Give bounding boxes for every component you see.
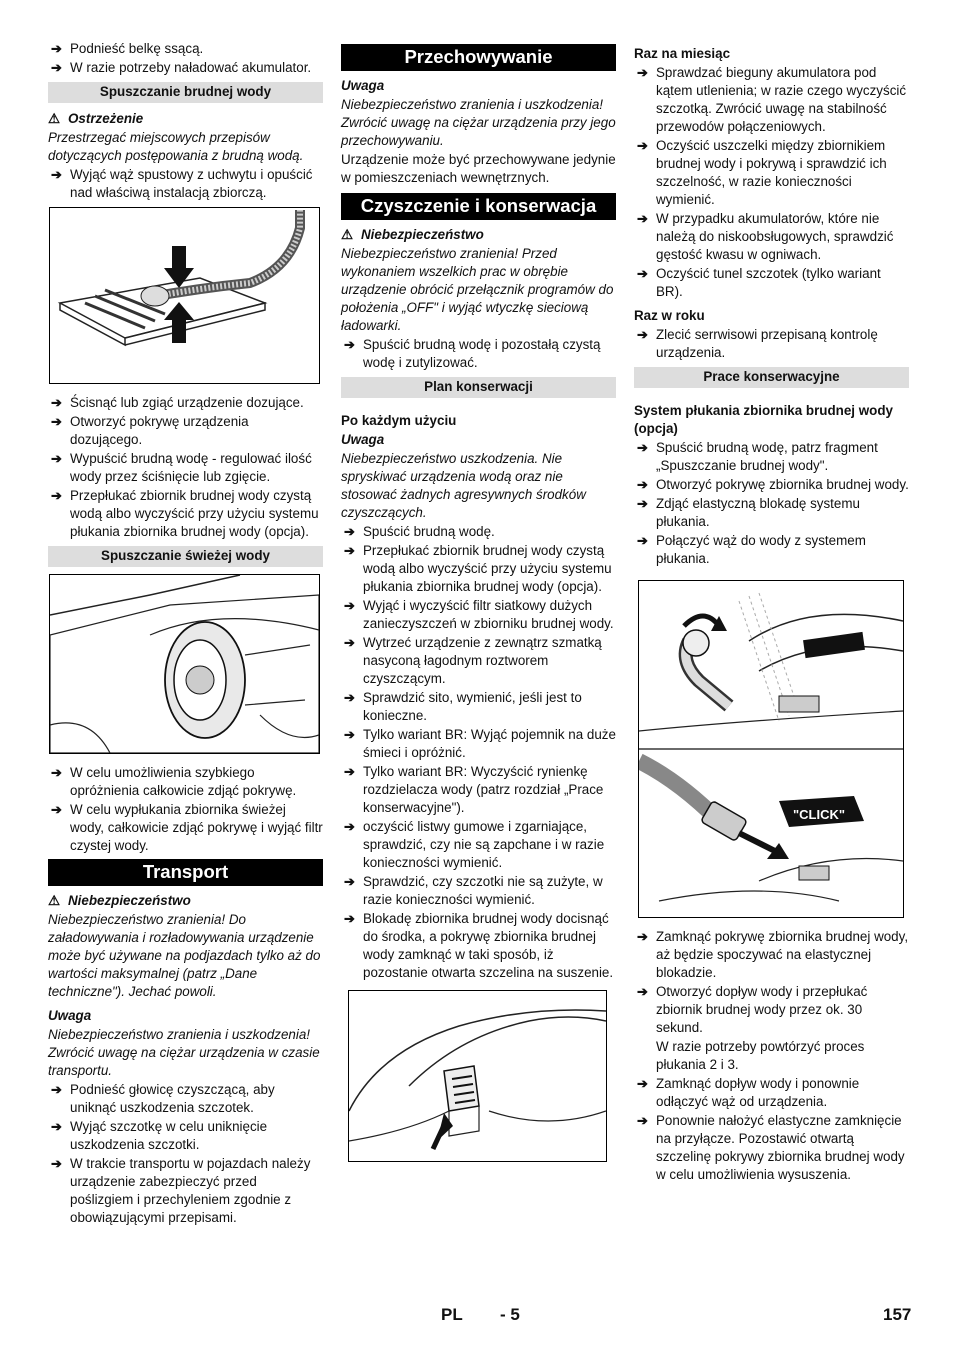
note-text: Niebezpieczeństwo uszkodzenia. Nie spryskiwać urządzenia wodą oraz nie stosować żadnych agresywnych środków czyszczących. <box>341 451 586 520</box>
warning-text: Przestrzegać miejscowych przepisów dotyczących postępowania z brudną wodą. <box>48 130 304 163</box>
section-heading: Spuszczanie brudnej wody <box>48 82 323 103</box>
bullet: ➔ Podnieść belkę ssącą. <box>51 41 204 56</box>
bullet: ➔ Ponownie nałożyć elastyczne zamknięcie na przyłącze. Pozostawić otwartą szczelinę pokrywy zbiornika brudnej wody w celu umożliwienia wysuszenia. <box>637 1113 905 1182</box>
bullet: ➔ Zamknąć pokrywę zbiornika brudnej wody, aż będzie spoczywać na elastycznej blokadzie. <box>637 929 909 980</box>
bullet: ➔ Wyjąć szczotkę w celu uniknięcie uszkodzenia szczotki. <box>51 1119 268 1152</box>
note-label: Uwaga <box>341 432 385 447</box>
bullet: ➔ Otworzyć pokrywę urządzenia dozującego. <box>51 414 249 447</box>
section-heading: Plan konserwacji <box>341 377 616 398</box>
bullet: ➔ Sprawdzić, czy szczotki nie są zużyte, w razie konieczności wymienić. <box>344 874 603 907</box>
bullet: ➔ Sprawdzać bieguny akumulatora pod kątem utlenienia; w razie czego wyczyścić szczotką. Zwrócić uwagę na stabilność przewodów połączeniowych. <box>637 65 907 134</box>
column-middle <box>341 40 616 1172</box>
bullet: ➔ Spuścić brudną wodę i pozostałą czystą wodę i zutylizować. <box>344 337 601 370</box>
figure-fresh-water-drain <box>49 574 320 754</box>
bullet: ➔ W razie potrzeby naładować akumulator. <box>51 60 312 75</box>
bullet: ➔ W celu umożliwienia szybkiego opróżnienia całkowicie zdjąć pokrywę. <box>51 765 297 798</box>
column-right <box>634 45 909 1185</box>
click-label: "CLICK" <box>793 807 846 822</box>
section-heading: Prace konserwacyjne <box>634 367 909 388</box>
danger-label: ⚠ Niebezpieczeństwo <box>341 227 484 242</box>
bullet: ➔ Wypuścić brudną wodę - regulować ilość wody przez ściśnięcie lub zgięcie. <box>51 451 312 484</box>
bullet: ➔ Spuścić brudną wodę. <box>344 524 495 539</box>
footer-lang: PL <box>441 1305 463 1324</box>
bullet: ➔ Zamknąć dopływ wody i ponownie odłączyć wąż od urządzenia. <box>637 1076 860 1109</box>
bullet: ➔ Tylko wariant BR: Wyczyścić rynienkę rozdzielacza wody (patrz rozdział „Prace konserwacyjne"). <box>344 764 604 815</box>
bullet: ➔ Sprawdzić sito, wymienić, jeśli jest to konieczne. <box>344 690 582 723</box>
subheading: Po każdym użyciu <box>341 413 457 428</box>
bullet: ➔ Wytrzeć urządzenie z zewnątrz szmatką nasyconą łagodnym roztworem czyszczącym. <box>344 635 602 686</box>
bullet: ➔ W przypadku akumulatorów, które nie należą do niskoobsługowych, sprawdzić gęstość kwasu w ogniwach. <box>637 211 894 262</box>
warning-icon: ⚠ <box>48 111 61 126</box>
figure-tank-lock <box>348 990 607 1162</box>
bullet: ➔ Przepłukać zbiornik brudnej wody czystą wodą albo wyczyścić przy użyciu systemu płukania zbiornika brudnej wody (opcja). <box>344 543 612 594</box>
bullet: ➔ Otworzyć pokrywę zbiornika brudnej wody. <box>637 477 909 492</box>
bullet: ➔ Oczyścić uszczelki między zbiornikiem brudnej wody i pokrywą i sprawdzić ich szczelność, w razie konieczności wymienić. <box>637 138 887 207</box>
subheading: Raz w roku <box>634 308 705 323</box>
note-text: Niebezpieczeństwo zranienia i uszkodzenia! Zwrócić uwagę na ciężar urządzenia przy jego przechowywaniu. <box>341 97 616 148</box>
danger-text: Niebezpieczeństwo zranienia! Przed wykonaniem wszelkich prac w obrębie urządzenie obrócić przełącznik programów do położenia „OFF" i wyjąć wtyczkę sieciową ładowarki. <box>341 246 614 333</box>
bullet: ➔ Oczyścić tunel szczotek (tylko wariant BR). <box>637 266 881 299</box>
footer-page-local: - 5 <box>500 1305 520 1324</box>
chapter-heading: Przechowywanie <box>341 44 616 71</box>
warning-icon: ⚠ <box>48 893 61 908</box>
paragraph: Urządzenie może być przechowywane jedynie w pomieszczeniach wewnętrznych. <box>341 152 616 185</box>
bullet: ➔ Otworzyć dopływ wody i przepłukać zbiornik brudnej wody przez ok. 30 sekund. <box>637 984 868 1035</box>
bullet: ➔ W celu wypłukania zbiornika świeżej wody, całkowicie zdjąć pokrywę i wyjąć filtr czystej wody. <box>51 802 323 853</box>
column-left <box>48 40 323 1228</box>
bullet: ➔ oczyścić listwy gumowe i zgarniające, sprawdzić, czy nie są zapchane i w razie konieczności wymienić. <box>344 819 605 870</box>
bullet: ➔ Połączyć wąż do wody z systemem płukania. <box>637 533 866 566</box>
note-label: Uwaga <box>341 78 385 93</box>
chapter-heading: Czyszczenie i konserwacja <box>341 193 616 220</box>
note-label: Uwaga <box>48 1008 92 1023</box>
bullet: ➔ Spuścić brudną wodę, patrz fragment „Spuszczanie brudnej wody". <box>637 440 878 473</box>
figure-drain-hose <box>49 207 320 384</box>
bullet: ➔ Blokadę zbiornika brudnej wody docisnąć do środka, a pokrywę zbiornika brudnej wody zamknąć w taki sposób, iż pozostanie otwarta szczelina na suszenie. <box>344 911 614 980</box>
danger-label: ⚠ Niebezpieczeństwo <box>48 893 191 908</box>
section-heading: Spuszczanie świeżej wody <box>48 546 323 567</box>
bullet: ➔ Wyjąć wąż spustowy z uchwytu i opuścić nad właściwą instalacją zbiorczą. <box>51 167 313 200</box>
warning-label: ⚠ Ostrzeżenie <box>48 111 144 126</box>
bullet: ➔ Ścisnąć lub zgiąć urządzenie dozujące. <box>51 395 304 410</box>
paragraph: W razie potrzeby powtórzyć proces płukania 2 i 3. <box>656 1039 865 1072</box>
bullet: ➔ Zlecić serrwisowi przepisaną kontrolę urządzenia. <box>637 327 878 360</box>
footer-page-number: 157 <box>883 1305 912 1324</box>
figure-flush-system <box>638 580 904 918</box>
bullet: ➔ Tylko wariant BR: Wyjąć pojemnik na duże śmieci i opróżnić. <box>344 727 616 760</box>
bullet: ➔ Zdjąć elastyczną blokadę systemu płukania. <box>637 496 860 529</box>
chapter-heading: Transport <box>48 859 323 886</box>
bullet: ➔ Podnieść głowicę czyszczącą, aby uniknąć uszkodzenia szczotek. <box>51 1082 275 1115</box>
note-text: Niebezpieczeństwo zranienia i uszkodzenia! Zwrócić uwagę na ciężar urządzenia w czasie transportu. <box>48 1027 320 1078</box>
bullet: ➔ Przepłukać zbiornik brudnej wody czystą wodą albo wyczyścić przy użyciu systemu płukania zbiornika brudnej wody (opcja). <box>51 488 319 539</box>
bullet: ➔ Wyjąć i wyczyścić filtr siatkowy dużych zanieczyszczeń w zbiorniku brudnej wody. <box>344 598 614 631</box>
warning-icon: ⚠ <box>341 227 354 242</box>
bullet: ➔ W trakcie transportu w pojazdach należy urządzenie zabezpieczyć przed poślizgiem i przechyleniem zgodnie z obowiązującymi przepisami. <box>51 1156 311 1225</box>
subheading: System płukania zbiornika brudnej wody (opcja) <box>634 403 893 436</box>
subheading: Raz na miesiąc <box>634 46 731 61</box>
danger-text: Niebezpieczeństwo zranienia! Do załadowywania i rozładowywania urządzenie może być używane na podjazdach tylko aż do wartości maksymalnej (patrz „Dane techniczne"). Jechać powoli. <box>48 912 321 999</box>
